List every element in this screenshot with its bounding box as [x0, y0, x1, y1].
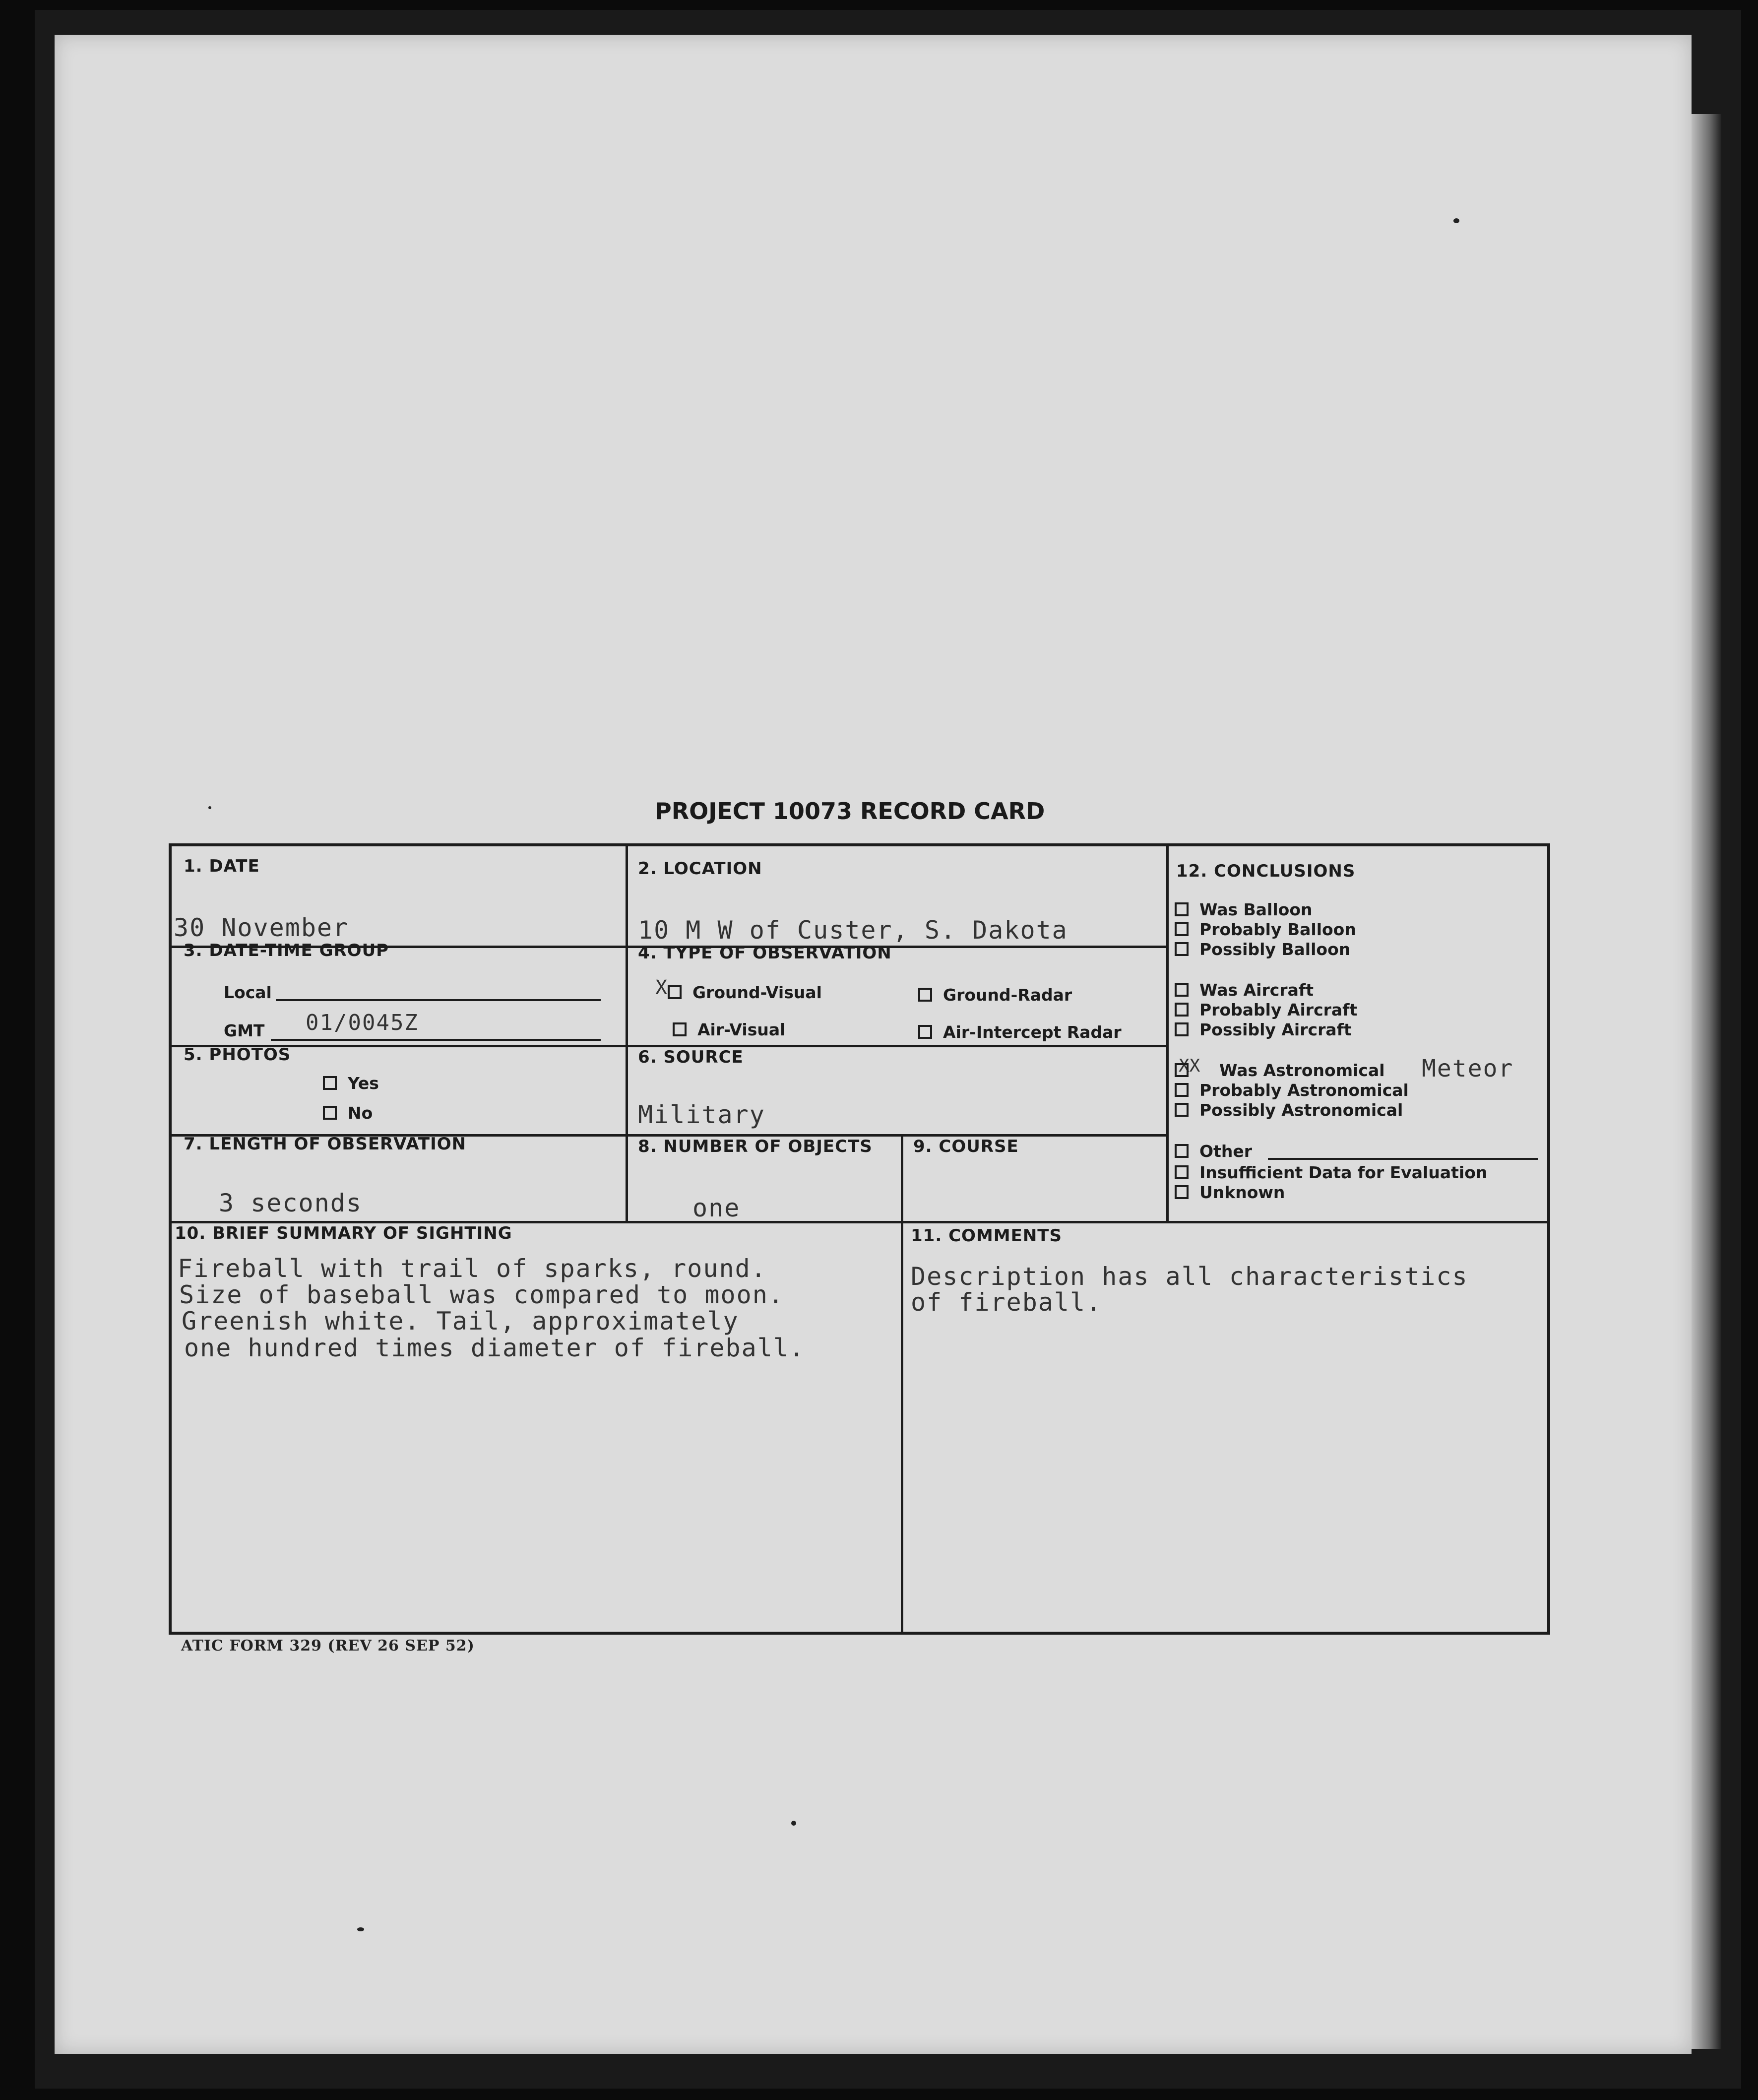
film-speck: [791, 1821, 796, 1826]
film-speck: [1453, 218, 1459, 223]
date-label: 1. DATE: [184, 856, 260, 876]
insufficient-data-checkbox[interactable]: [1175, 1165, 1189, 1179]
film-speck: [357, 1927, 364, 1931]
possibly-balloon-text: Possibly Balloon: [1199, 940, 1351, 959]
photos-no-option[interactable]: [323, 1103, 373, 1123]
length-of-observation-value: 3 seconds: [219, 1189, 362, 1217]
ground-visual-check-mark: X: [655, 976, 668, 999]
photos-yes-option[interactable]: [323, 1074, 379, 1093]
sheet-edge-shadow: [1692, 114, 1721, 2049]
was-balloon-checkbox[interactable]: [1175, 902, 1189, 916]
possibly-balloon-checkbox[interactable]: [1175, 942, 1189, 956]
air-visual-option[interactable]: [673, 1020, 785, 1039]
conclusion-was-aircraft[interactable]: [1175, 980, 1314, 1000]
air-intercept-radar-checkbox[interactable]: [918, 1025, 932, 1039]
probably-balloon-checkbox[interactable]: [1175, 922, 1189, 936]
source-value: Military: [638, 1100, 765, 1129]
conclusion-was-astronomical[interactable]: [1175, 1061, 1385, 1080]
gmt-value: 01/0045Z: [306, 1010, 419, 1035]
summary-line-4: one hundred times diameter of fireball.: [184, 1334, 805, 1362]
probably-balloon-text: Probably Balloon: [1199, 920, 1356, 939]
unknown-checkbox[interactable]: [1175, 1185, 1189, 1199]
summary-line-2: Size of baseball was compared to moon.: [179, 1280, 784, 1309]
summary-label: 10. BRIEF SUMMARY OF SIGHTING: [175, 1223, 512, 1243]
probably-aircraft-checkbox[interactable]: [1175, 1003, 1189, 1017]
summary-line-1: Fireball with trail of sparks, round.: [178, 1254, 767, 1283]
other-underline: [1268, 1158, 1538, 1160]
type-of-observation-label: 4. TYPE OF OBSERVATION: [638, 943, 892, 963]
card-title: PROJECT 10073 RECORD CARD: [655, 798, 1045, 825]
air-visual-text: Air-Visual: [697, 1020, 786, 1039]
was-aircraft-text: Was Aircraft: [1199, 980, 1314, 1000]
was-astronomical-text: Was Astronomical: [1219, 1061, 1385, 1080]
conclusion-possibly-aircraft[interactable]: [1175, 1020, 1352, 1039]
local-label: Local: [224, 983, 272, 1002]
probably-aircraft-text: Probably Aircraft: [1199, 1000, 1358, 1019]
gmt-underline: [271, 1039, 601, 1041]
number-of-objects-label: 8. NUMBER OF OBJECTS: [638, 1137, 873, 1156]
location-label: 2. LOCATION: [638, 859, 762, 879]
conclusion-probably-aircraft[interactable]: [1175, 1000, 1357, 1019]
photos-yes-checkbox[interactable]: [323, 1076, 337, 1090]
was-balloon-text: Was Balloon: [1199, 900, 1313, 919]
date-value: 30 November: [174, 913, 349, 942]
ground-visual-option[interactable]: [668, 983, 822, 1002]
ground-radar-text: Ground-Radar: [943, 985, 1072, 1005]
insufficient-data-text: Insufficient Data for Evaluation: [1199, 1163, 1488, 1182]
conclusion-other[interactable]: [1175, 1142, 1252, 1161]
conclusions-label: 12. CONCLUSIONS: [1176, 861, 1356, 881]
col-divider-1: [626, 846, 628, 1222]
photos-yes-text: Yes: [348, 1074, 379, 1093]
comments-line-1: Description has all characteristics: [911, 1262, 1468, 1291]
location-value: 10 M W of Custer, S. Dakota: [638, 916, 1068, 945]
possibly-astronomical-checkbox[interactable]: [1175, 1103, 1189, 1117]
conclusion-insufficient-data[interactable]: [1175, 1163, 1487, 1182]
photos-no-text: No: [348, 1103, 373, 1123]
col-divider-3: [901, 1134, 903, 1632]
ground-visual-text: Ground-Visual: [692, 983, 822, 1002]
comments-label: 11. COMMENTS: [911, 1226, 1062, 1246]
conclusion-unknown[interactable]: [1175, 1183, 1285, 1202]
local-underline: [276, 999, 601, 1001]
conclusion-possibly-balloon[interactable]: [1175, 940, 1350, 959]
probably-astronomical-text: Probably Astronomical: [1199, 1081, 1409, 1100]
possibly-aircraft-text: Possibly Aircraft: [1199, 1020, 1352, 1039]
possibly-astronomical-text: Possibly Astronomical: [1199, 1100, 1403, 1120]
summary-line-3: Greenish white. Tail, approximately: [182, 1307, 739, 1336]
conclusion-was-balloon[interactable]: [1175, 900, 1313, 919]
film-speck: [208, 806, 211, 809]
conclusion-possibly-astronomical[interactable]: [1175, 1100, 1403, 1120]
air-intercept-radar-text: Air-Intercept Radar: [943, 1022, 1122, 1042]
air-intercept-radar-option[interactable]: [918, 1022, 1122, 1042]
length-of-observation-label: 7. LENGTH OF OBSERVATION: [184, 1134, 467, 1154]
number-of-objects-value: one: [692, 1194, 741, 1222]
astronomical-note: Meteor: [1422, 1055, 1514, 1082]
conclusion-probably-astronomical[interactable]: [1175, 1081, 1409, 1100]
photos-label: 5. PHOTOS: [184, 1045, 291, 1065]
course-label: 9. COURSE: [913, 1137, 1019, 1156]
was-astronomical-checkbox[interactable]: [1175, 1063, 1189, 1077]
conclusion-probably-balloon[interactable]: [1175, 920, 1356, 939]
comments-line-2: of fireball.: [911, 1288, 1102, 1317]
was-astronomical-check-mark: XX: [1179, 1056, 1200, 1076]
date-time-group-label: 3. DATE-TIME GROUP: [184, 941, 389, 960]
ground-radar-option[interactable]: [918, 985, 1072, 1005]
ground-visual-checkbox[interactable]: [668, 985, 682, 999]
air-visual-checkbox[interactable]: [673, 1022, 687, 1036]
photos-no-checkbox[interactable]: [323, 1106, 337, 1120]
form-identifier: ATIC FORM 329 (REV 26 SEP 52): [181, 1637, 475, 1655]
record-card: [169, 843, 1550, 1635]
possibly-aircraft-checkbox[interactable]: [1175, 1022, 1189, 1036]
unknown-text: Unknown: [1199, 1183, 1285, 1202]
was-aircraft-checkbox[interactable]: [1175, 983, 1189, 997]
col-divider-2: [1166, 846, 1169, 1222]
other-text: Other: [1199, 1142, 1252, 1161]
ground-radar-checkbox[interactable]: [918, 988, 932, 1002]
source-label: 6. SOURCE: [638, 1047, 744, 1067]
gmt-label: GMT: [224, 1021, 265, 1040]
other-checkbox[interactable]: [1175, 1144, 1189, 1158]
probably-astronomical-checkbox[interactable]: [1175, 1083, 1189, 1097]
